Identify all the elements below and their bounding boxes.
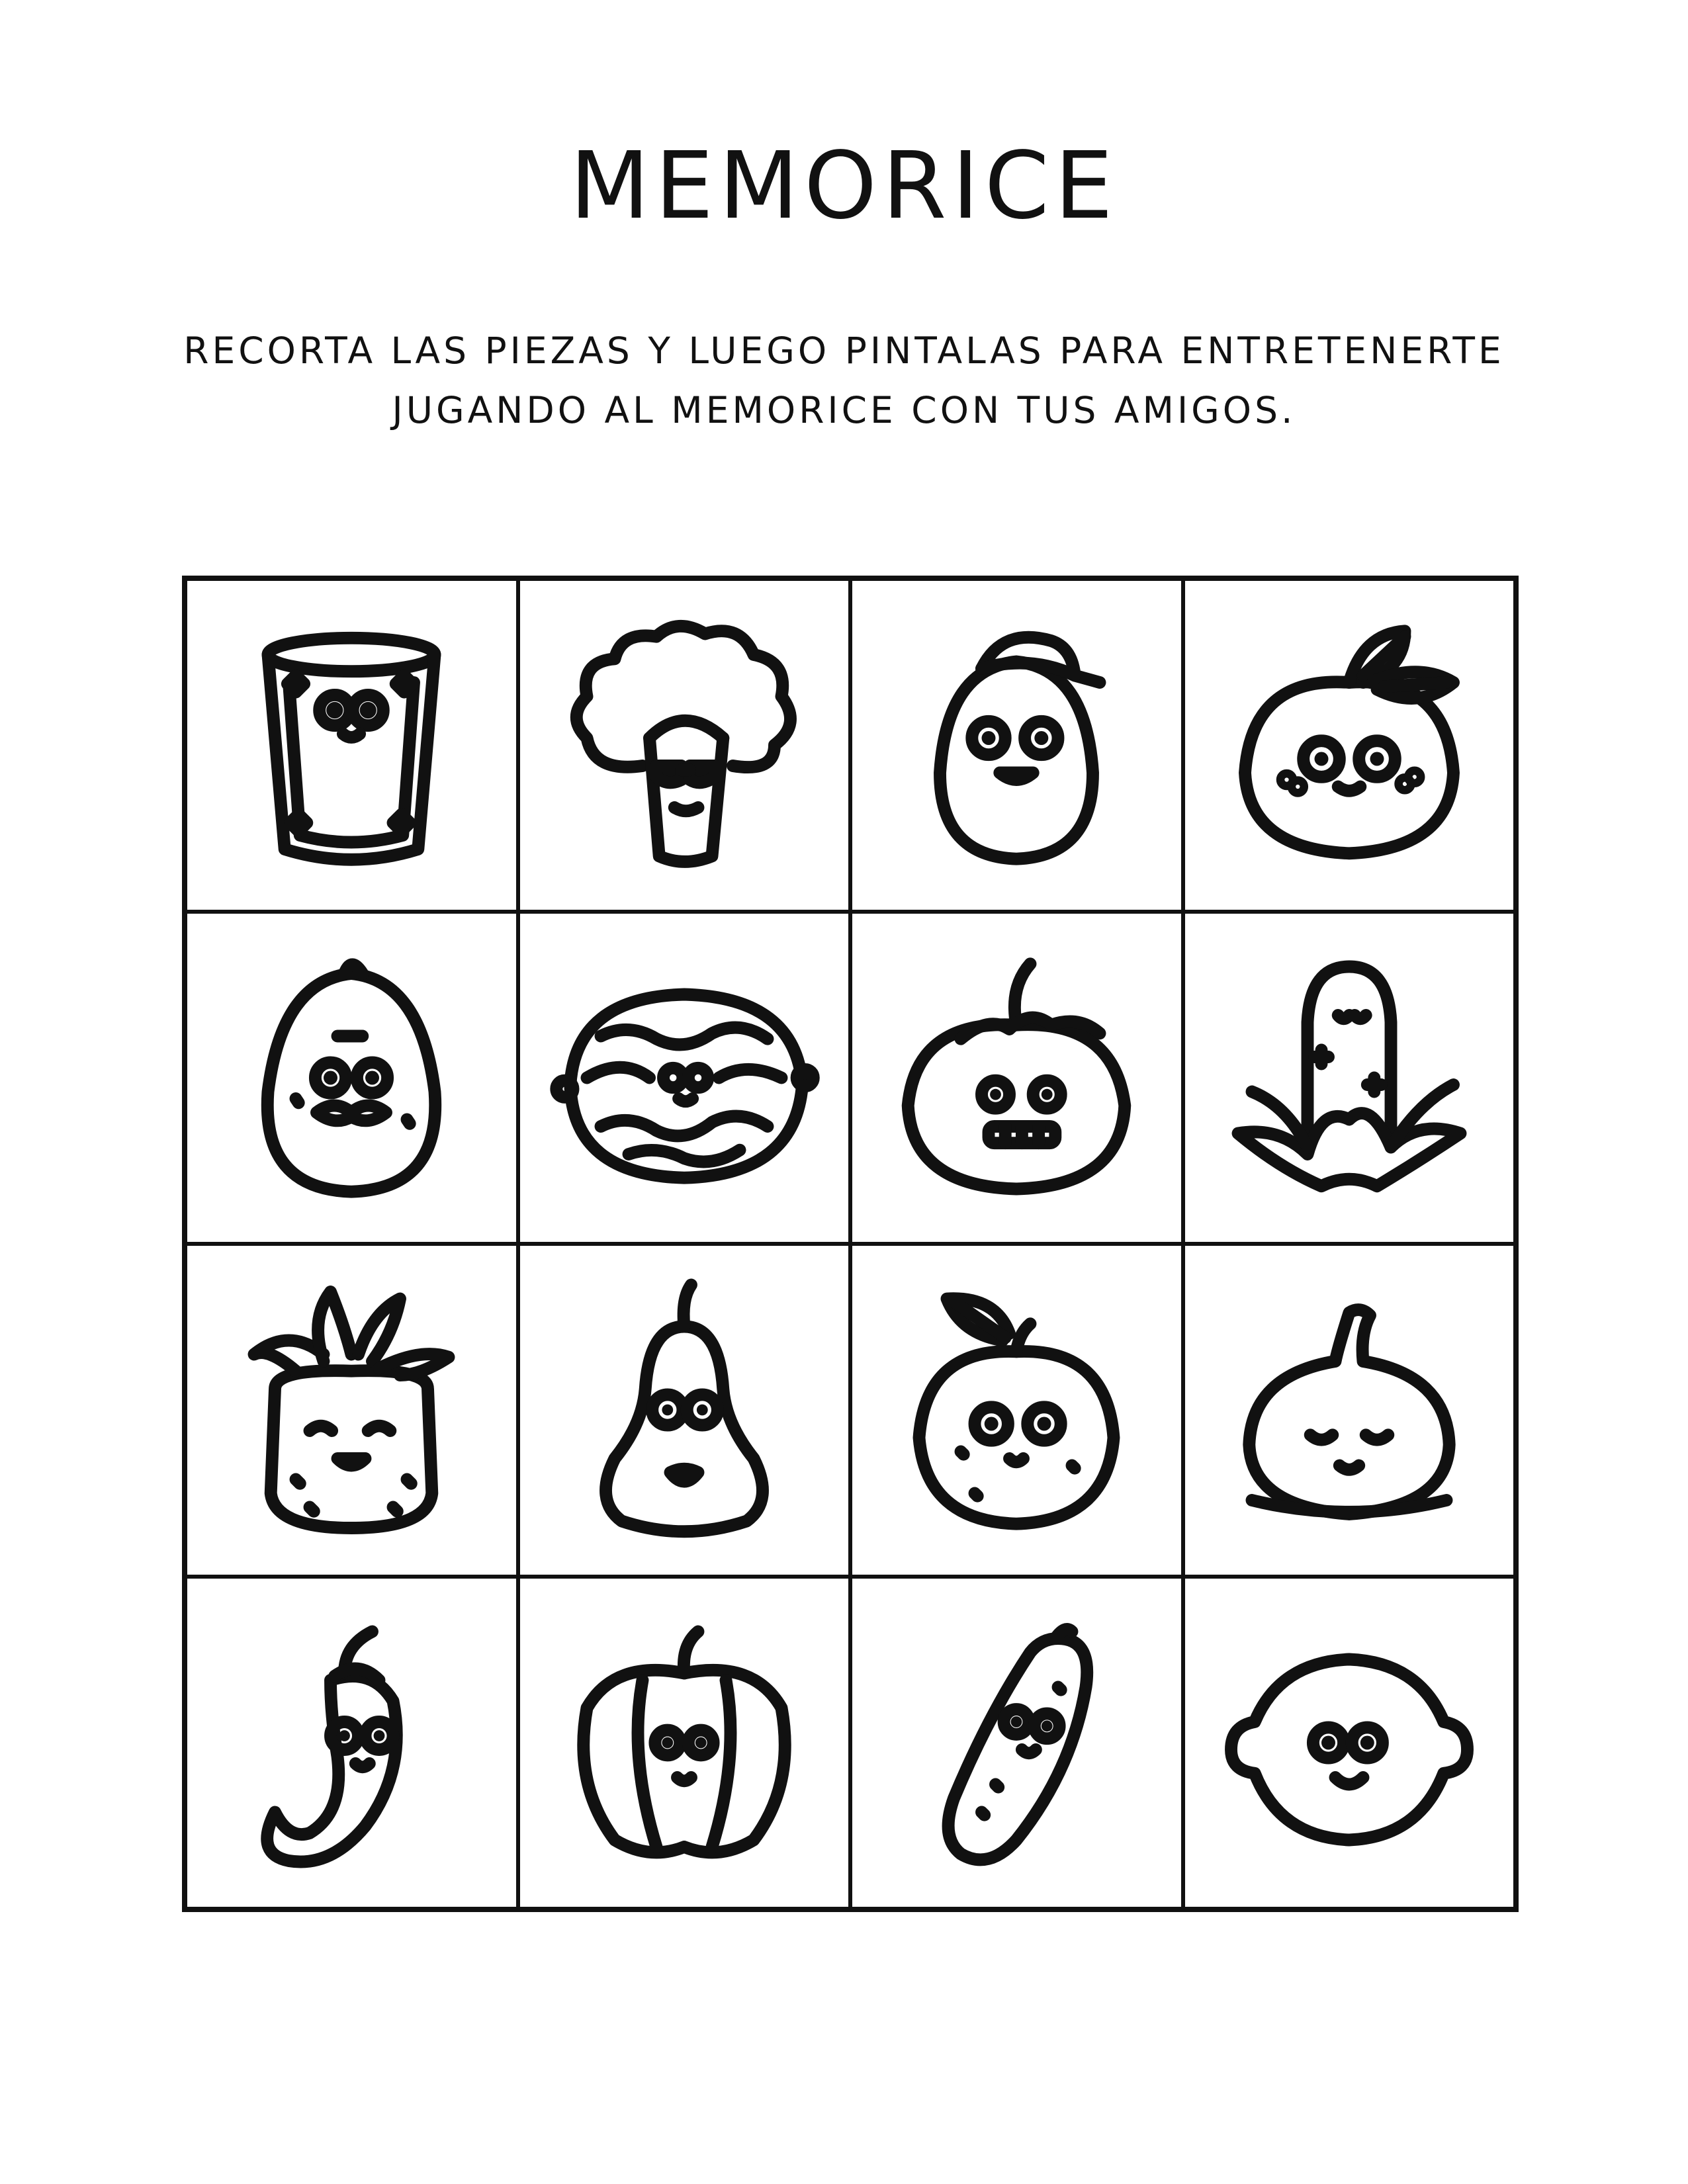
cucumber-icon [877,1604,1155,1882]
memory-card[interactable] [185,1577,518,1909]
instructions [0,321,1688,440]
memory-card[interactable] [850,912,1183,1245]
memory-card[interactable] [185,1244,518,1577]
broccoli-icon [545,606,823,884]
memory-card[interactable] [1183,579,1516,912]
orange-with-leaves-icon [1210,606,1488,884]
watermelon-icon [545,939,823,1217]
memory-card[interactable] [518,1577,851,1909]
pineapple-icon [212,1271,490,1549]
memory-card[interactable] [518,579,851,912]
memory-card[interactable] [518,912,851,1245]
pear-icon [545,1271,823,1549]
instructions-line-1: RECORTA LAS PIEZAS Y LUEGO PINTALAS PARA ENTRETENERTE [183,329,1505,372]
memory-card[interactable] [1183,1577,1516,1909]
apple-icon [877,1271,1155,1549]
egg-with-cap-icon [877,606,1155,884]
corn-icon [1210,939,1488,1217]
memory-card-grid [182,576,1519,1912]
bell-pepper-icon [545,1604,823,1882]
memory-card[interactable] [850,579,1183,912]
mango-icon [212,939,490,1217]
memory-card[interactable] [185,912,518,1245]
memory-card[interactable] [518,1244,851,1577]
page-title: MEMORICE [569,132,1118,240]
instructions-line-2: JUGANDO AL MEMORICE CON TUS AMIGOS. [392,389,1296,431]
tomato-icon [877,939,1155,1217]
memory-card[interactable] [185,579,518,912]
memory-card[interactable] [850,1577,1183,1909]
onion-icon [1210,1271,1488,1549]
memory-card[interactable] [1183,912,1516,1245]
glass-icon [212,606,490,884]
memory-card[interactable] [850,1244,1183,1577]
chili-pepper-icon [212,1604,490,1882]
memory-card[interactable] [1183,1244,1516,1577]
lemon-icon [1210,1604,1488,1882]
